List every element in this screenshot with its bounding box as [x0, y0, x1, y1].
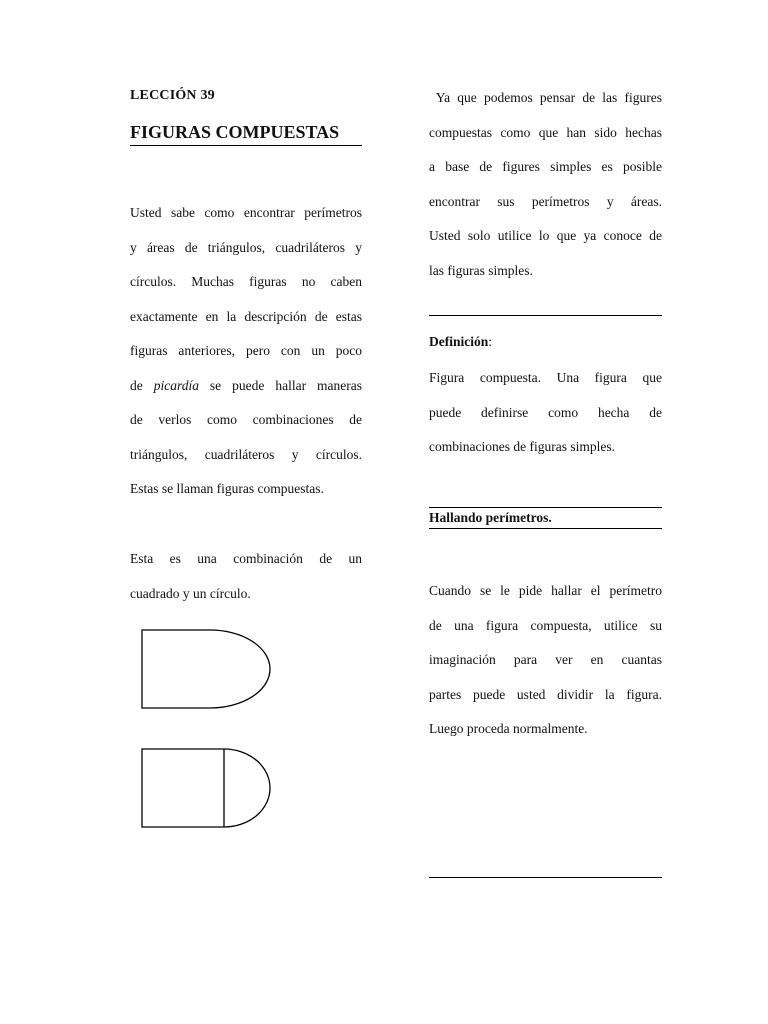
text-line: partes puede usted dividir la figura.	[429, 686, 662, 702]
text-line: encontrar sus perímetros y áreas.	[429, 193, 662, 209]
definition-heading	[429, 334, 492, 350]
lesson-number: LECCIÓN 39	[130, 88, 215, 103]
text-line: combinaciones de figuras simples.	[429, 439, 615, 454]
text-line: Usted solo utilice lo que ya conoce de	[429, 228, 662, 243]
example-paragraph	[130, 542, 362, 611]
text-line: Figura compuesta. Una figura que	[429, 370, 662, 385]
text-line: Estas se llaman figuras compuestas.	[130, 481, 324, 496]
page-title: FIGURAS COMPUESTAS	[130, 122, 362, 146]
text-line: Luego proceda normalmente.	[429, 721, 588, 736]
text-line: puede definirse como hecha de	[429, 404, 662, 420]
divider	[429, 528, 662, 529]
text-line: Usted sabe como encontrar perímetros	[130, 205, 362, 220]
definition-paragraph	[429, 361, 662, 465]
text-fragment: de	[130, 377, 154, 393]
text-line: cuadrado y un círculo.	[130, 585, 251, 601]
emphasized-word: picardía	[153, 377, 199, 393]
divider	[429, 507, 662, 508]
text-line	[130, 369, 362, 404]
definition-heading-text: Definición	[429, 334, 489, 349]
definition-colon: :	[488, 334, 493, 349]
text-line: a base de figures simples es posible	[429, 159, 662, 174]
text-line: Esta es una combinación de un	[130, 551, 362, 566]
text-line: y áreas de triángulos, cuadriláteros y	[130, 239, 362, 255]
text-line: Cuando se le pide hallar el perímetro	[429, 583, 662, 598]
text-line: compuestas como que han sido hechas	[429, 124, 662, 140]
composite-shapes-figure	[140, 628, 280, 838]
text-line: exactamente en la descripción de estas	[130, 308, 362, 324]
divider	[429, 877, 662, 878]
text-line: figuras anteriores, pero con un poco	[130, 343, 362, 358]
text-line: imaginación para ver en cuantas	[429, 652, 662, 667]
perimeter-heading: Hallando perímetros.	[429, 510, 552, 525]
right-intro-paragraph	[429, 81, 662, 288]
text-line: círculos. Muchas figuras no caben	[130, 274, 362, 289]
intro-paragraph	[130, 196, 362, 507]
composite-shape-plain	[142, 630, 270, 708]
text-fragment: se puede hallar maneras	[198, 377, 363, 393]
composite-shape-divided	[142, 749, 270, 827]
divider	[429, 315, 662, 316]
text-line: de una figura compuesta, utilice su	[429, 617, 662, 633]
perimeter-paragraph	[429, 574, 662, 747]
text-line: las figuras simples.	[429, 262, 533, 278]
text-line: Ya que podemos pensar de las figures	[429, 90, 662, 105]
text-line: de verlos como combinaciones de	[130, 412, 362, 427]
text-line: triángulos, cuadriláteros y círculos.	[130, 446, 362, 462]
